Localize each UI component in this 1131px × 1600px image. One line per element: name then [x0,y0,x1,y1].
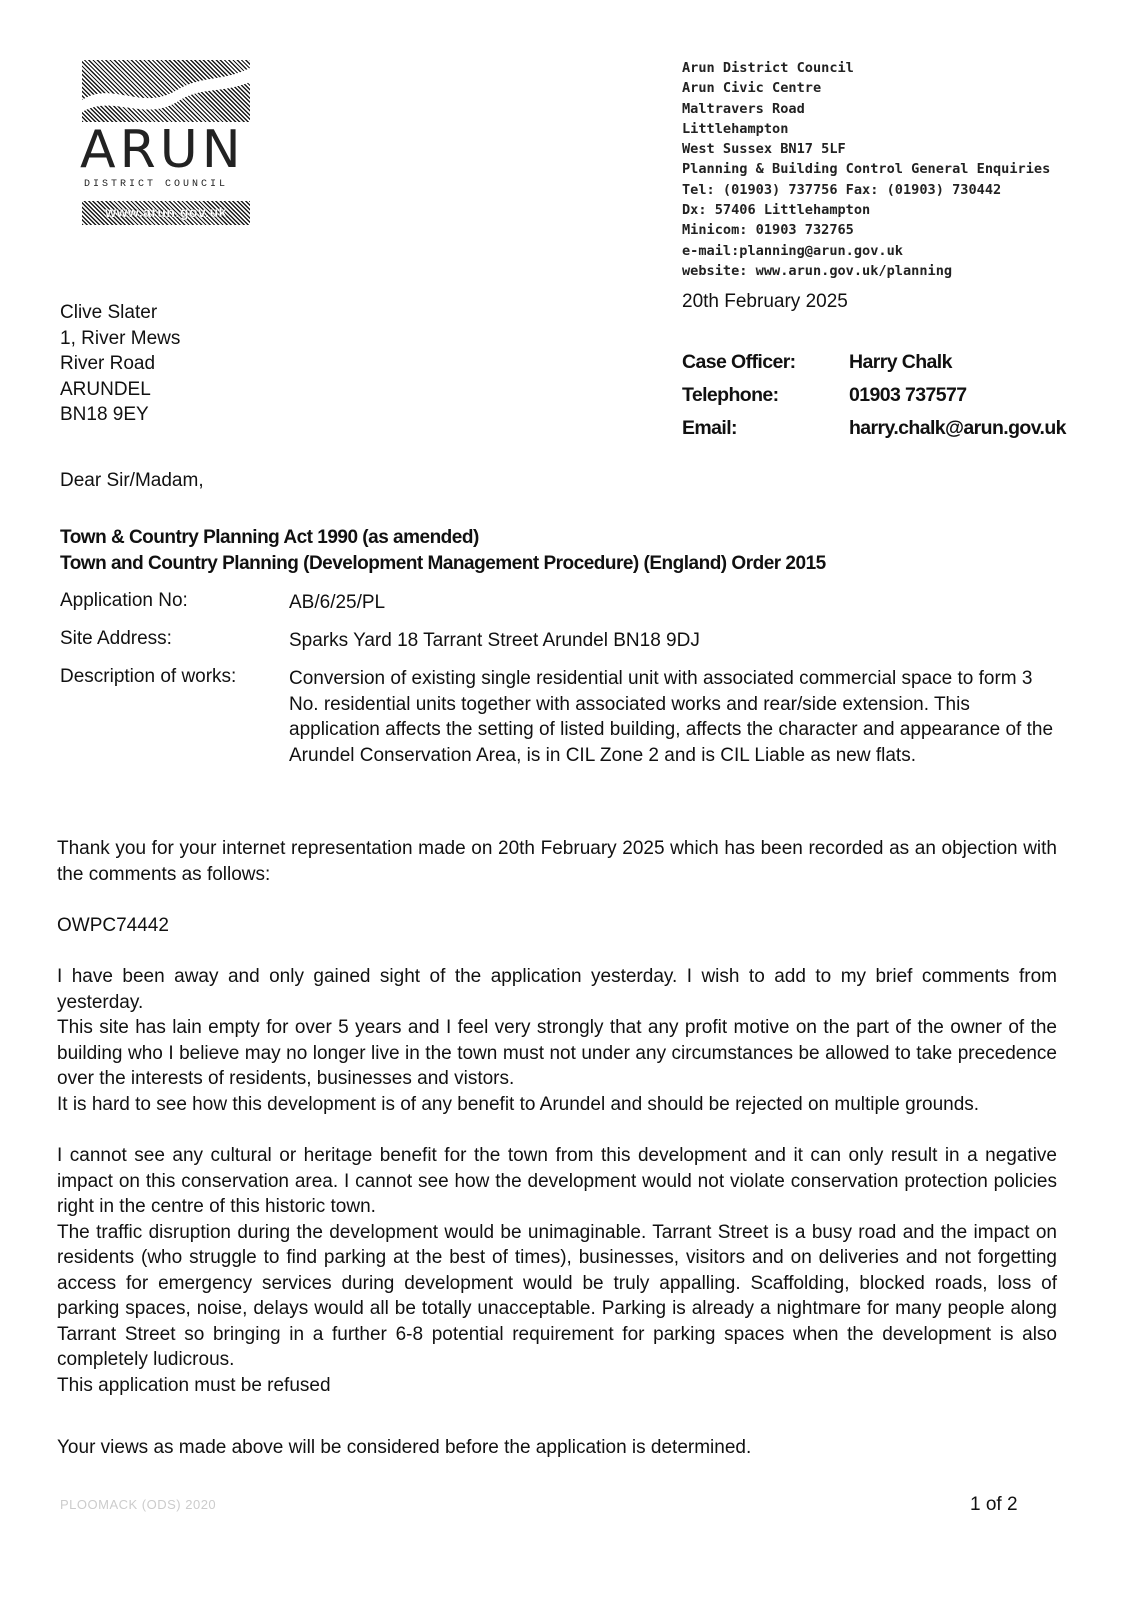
council-line: e-mail:planning@arun.gov.uk [682,242,903,259]
page-number: 1 of 2 [970,1494,1018,1515]
reference-paragraph [57,913,1057,939]
recipient-line: River Road [60,353,156,374]
comment-paragraph: This application must be refused [57,1374,331,1396]
comments-block-2 [57,1143,1057,1398]
case-officer-name: Harry Chalk [849,351,952,373]
comment-paragraph: I cannot see any cultural or heritage benefit for the town from this development and it can only result in a negative impact on this conservation area. I cannot see how the development would not violate conservation protection policies right in the centre of this historic town. [57,1145,1057,1217]
council-line: Littlehampton [682,120,789,137]
recipient-line: 1, River Mews [60,327,181,349]
comments-block [57,964,1057,1117]
telephone-value: 01903 737577 [849,384,967,406]
council-line: Dx: 57406 Littlehampton [682,202,871,219]
council-line: Minicom: 01903 732765 [682,222,854,239]
telephone-label: Telephone: [682,384,779,406]
legislation-heading [60,525,826,577]
logo-wordmark: ARUN [80,120,245,180]
application-no: AB/6/25/PL [289,592,386,613]
email-label: Email: [682,417,737,439]
logo-website-badge [82,201,250,225]
salutation: Dear Sir/Madam, [60,470,204,491]
closing-text: Your views as made above will be considered before the application is determined. [57,1437,752,1458]
comment-reference: OWPC74442 [57,915,169,936]
council-logo [82,60,252,232]
council-line: West Sussex BN17 5LF [682,141,846,158]
intro-text: Thank you for your internet representation made on 20th February 2025 which has been recorded as an objection with the comments as follows: [57,838,1057,885]
comment-paragraph: I have been away and only gained sight of the application yesterday. I wish to add to my brief comments from yesterday. [57,966,1057,1013]
recipient-line: ARUNDEL [60,378,151,400]
comment-paragraph: This site has lain empty for over 5 years and I feel very strongly that any profit motive on the part of the owner of the building who I believe may no longer live in the town must not under any circumstances be allowed to take precedence over the interests of residents, businesses and vistors. [57,1017,1057,1089]
council-address [682,58,1050,281]
email-value: harry.chalk@arun.gov.uk [849,417,1066,439]
application-details [60,590,1059,768]
description-label: Description of works: [60,666,237,687]
council-line: Tel: (01903) 737756 Fax: (01903) 730442 [682,181,1002,198]
site-address-label: Site Address: [60,628,172,649]
recipient-address [60,300,180,428]
intro-paragraph [57,836,1057,887]
site-address: Sparks Yard 18 Tarrant Street Arundel BN18 9DJ [289,630,700,651]
logo-wave-icon [82,60,250,122]
application-no-label: Application No: [60,590,188,611]
case-officer-label: Case Officer: [682,351,796,373]
logo-website: www.arun.gov.uk [105,204,227,220]
comment-paragraph: It is hard to see how this development is of any benefit to Arundel and should be rejected on multiple grounds. [57,1093,980,1115]
council-line: website: www.arun.gov.uk/planning [682,262,953,279]
closing-paragraph [57,1435,1057,1461]
council-line: Planning & Building Control General Enquiries [682,161,1051,178]
council-line: Arun Civic Centre [682,80,822,97]
recipient-line: Clive Slater [60,302,158,323]
comment-paragraph: The traffic disruption during the development would be unimaginable. Tarrant Street is a busy road and the impact on residents (who struggle to find parking at the best of times), businesses, visitors and on deliveries and not forgetting access for emergency services during development would be truly appalling. Scaffolding, blocked roads, loss of parking spaces, noise, delays would all be totally unacceptable. Parking is already a nightmare for many people along Tarrant Street so bringing in a further 6-8 potential requirement for parking spaces when the development is also completely ludicrous. [57,1221,1057,1370]
council-line: Maltravers Road [682,100,805,117]
council-line: Arun District Council [682,60,854,76]
logo-subtitle: DISTRICT COUNCIL [84,179,229,190]
description-of-works: Conversion of existing single residential unit with associated commercial space to form 3 No. residential units together with associated works and rear/side extension. This application affects the setting of listed building, affects the character and appearance of the Arundel Conservation Area, is in CIL Zone 2 and is CIL Liable as new flats. [289,668,1054,766]
recipient-line: BN18 9EY [60,404,149,425]
act-title: Town and Country Planning (Development Management Procedure) (England) Order 2015 [60,553,826,574]
act-title: Town & Country Planning Act 1990 (as amended) [60,527,479,548]
footer-form-code: PLOOMACK (ODS) 2020 [60,1497,217,1512]
letter-date: 20th February 2025 [682,291,848,312]
